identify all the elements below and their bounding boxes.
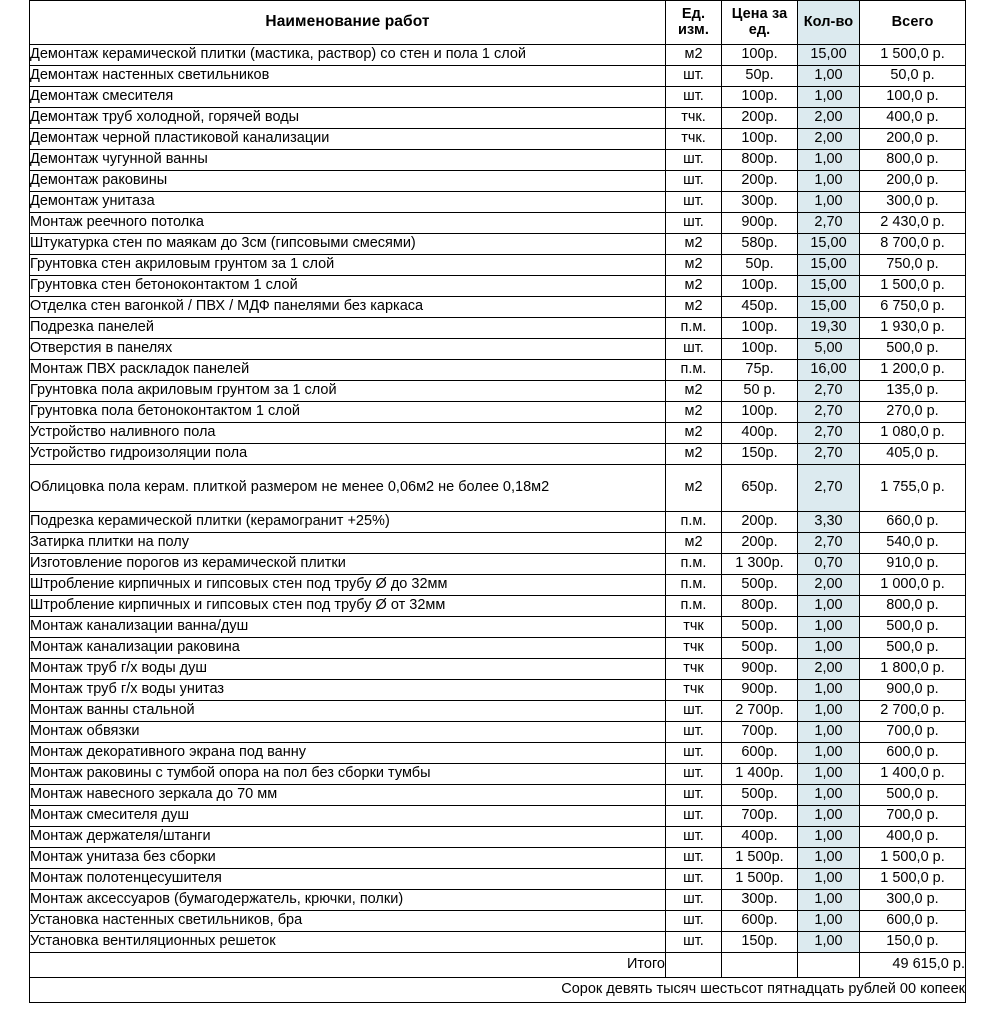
table-row bbox=[30, 680, 966, 701]
cell-unit: м2 bbox=[666, 276, 722, 297]
cell-work-name: Демонтаж труб холодной, горячей воды bbox=[30, 108, 666, 129]
cell-quantity: 15,00 bbox=[798, 234, 860, 255]
table-row bbox=[30, 932, 966, 953]
cell-unit: тчк bbox=[666, 617, 722, 638]
cell-total: 1 400,0 р. bbox=[860, 764, 966, 785]
cell-quantity: 1,00 bbox=[798, 806, 860, 827]
cell-total: 8 700,0 р. bbox=[860, 234, 966, 255]
column-header-price-line2: ед. bbox=[748, 21, 771, 38]
cell-unit: тчк. bbox=[666, 129, 722, 150]
cell-unit: м2 bbox=[666, 402, 722, 423]
column-header-unit-line2: изм. bbox=[678, 21, 709, 38]
total-label: Итого bbox=[30, 953, 666, 978]
column-header-quantity: Кол-во bbox=[798, 1, 860, 45]
cell-total: 300,0 р. bbox=[860, 890, 966, 911]
table-row bbox=[30, 192, 966, 213]
cell-unit: шт. bbox=[666, 150, 722, 171]
table-row bbox=[30, 911, 966, 932]
cell-unit-price: 800р. bbox=[722, 596, 798, 617]
amount-in-words: Сорок девять тысяч шестьсот пятнадцать рублей 00 копеек bbox=[30, 978, 966, 1003]
cell-quantity: 5,00 bbox=[798, 339, 860, 360]
cell-work-name: Монтаж канализации ванна/душ bbox=[30, 617, 666, 638]
cell-unit-price: 75р. bbox=[722, 360, 798, 381]
cell-quantity: 1,00 bbox=[798, 171, 860, 192]
table-row bbox=[30, 617, 966, 638]
cell-quantity: 1,00 bbox=[798, 785, 860, 806]
table-row bbox=[30, 150, 966, 171]
cell-quantity: 2,70 bbox=[798, 465, 860, 512]
estimate-sheet bbox=[29, 0, 965, 1003]
cell-quantity: 2,70 bbox=[798, 444, 860, 465]
cell-quantity: 1,00 bbox=[798, 150, 860, 171]
cell-quantity: 1,00 bbox=[798, 680, 860, 701]
cell-total: 1 800,0 р. bbox=[860, 659, 966, 680]
cell-work-name: Монтаж раковины с тумбой опора на пол без сборки тумбы bbox=[30, 764, 666, 785]
cell-work-name: Монтаж реечного потолка bbox=[30, 213, 666, 234]
cell-unit: п.м. bbox=[666, 360, 722, 381]
cell-total: 600,0 р. bbox=[860, 911, 966, 932]
cell-unit-price: 900р. bbox=[722, 213, 798, 234]
cell-work-name: Монтаж держателя/штанги bbox=[30, 827, 666, 848]
cell-unit: шт. bbox=[666, 911, 722, 932]
cell-unit: шт. bbox=[666, 869, 722, 890]
cell-unit-price: 900р. bbox=[722, 680, 798, 701]
table-footer bbox=[30, 953, 966, 1003]
cell-unit-price: 400р. bbox=[722, 827, 798, 848]
cell-total: 900,0 р. bbox=[860, 680, 966, 701]
cell-unit: тчк. bbox=[666, 108, 722, 129]
cell-quantity: 2,00 bbox=[798, 659, 860, 680]
cell-unit-price: 400р. bbox=[722, 423, 798, 444]
table-row bbox=[30, 743, 966, 764]
table-row bbox=[30, 554, 966, 575]
cell-unit-price: 50 р. bbox=[722, 381, 798, 402]
cell-quantity: 1,00 bbox=[798, 192, 860, 213]
cell-unit-price: 700р. bbox=[722, 806, 798, 827]
cell-unit-price: 1 400р. bbox=[722, 764, 798, 785]
cell-quantity: 2,70 bbox=[798, 533, 860, 554]
cell-quantity: 0,70 bbox=[798, 554, 860, 575]
cell-quantity: 1,00 bbox=[798, 87, 860, 108]
cell-work-name: Монтаж декоративного экрана под ванну bbox=[30, 743, 666, 764]
table-row bbox=[30, 444, 966, 465]
table-row bbox=[30, 360, 966, 381]
cell-unit: м2 bbox=[666, 423, 722, 444]
cell-total: 1 500,0 р. bbox=[860, 869, 966, 890]
cell-unit-price: 700р. bbox=[722, 722, 798, 743]
cell-unit-price: 500р. bbox=[722, 785, 798, 806]
cell-work-name: Затирка плитки на полу bbox=[30, 533, 666, 554]
column-header-unit bbox=[666, 1, 722, 45]
table-row bbox=[30, 423, 966, 444]
cell-total: 100,0 р. bbox=[860, 87, 966, 108]
cell-total: 910,0 р. bbox=[860, 554, 966, 575]
table-header bbox=[30, 1, 966, 45]
table-row bbox=[30, 764, 966, 785]
cell-unit-price: 580р. bbox=[722, 234, 798, 255]
cell-unit: м2 bbox=[666, 234, 722, 255]
cell-unit: м2 bbox=[666, 533, 722, 554]
cell-unit: шт. bbox=[666, 932, 722, 953]
table-row bbox=[30, 638, 966, 659]
cell-unit-price: 450р. bbox=[722, 297, 798, 318]
cell-unit: м2 bbox=[666, 45, 722, 66]
cell-quantity: 15,00 bbox=[798, 276, 860, 297]
cell-work-name: Устройство наливного пола bbox=[30, 423, 666, 444]
cell-work-name: Отверстия в панелях bbox=[30, 339, 666, 360]
cell-work-name: Монтаж аксессуаров (бумагодержатель, крючки, полки) bbox=[30, 890, 666, 911]
cell-total: 300,0 р. bbox=[860, 192, 966, 213]
table-row bbox=[30, 276, 966, 297]
table-row bbox=[30, 827, 966, 848]
cell-work-name: Установка вентиляционных решеток bbox=[30, 932, 666, 953]
table-row bbox=[30, 318, 966, 339]
cell-work-name: Монтаж ванны стальной bbox=[30, 701, 666, 722]
cell-unit-price: 1 500р. bbox=[722, 848, 798, 869]
cell-quantity: 2,00 bbox=[798, 575, 860, 596]
cell-unit: шт. bbox=[666, 339, 722, 360]
cell-unit-price: 900р. bbox=[722, 659, 798, 680]
cell-quantity: 15,00 bbox=[798, 45, 860, 66]
table-row bbox=[30, 87, 966, 108]
column-header-price bbox=[722, 1, 798, 45]
cell-quantity: 15,00 bbox=[798, 255, 860, 276]
table-row bbox=[30, 129, 966, 150]
cell-unit: шт. bbox=[666, 785, 722, 806]
table-row bbox=[30, 339, 966, 360]
cell-work-name: Монтаж полотенцесушителя bbox=[30, 869, 666, 890]
cell-quantity: 19,30 bbox=[798, 318, 860, 339]
cell-quantity: 15,00 bbox=[798, 297, 860, 318]
cell-total: 50,0 р. bbox=[860, 66, 966, 87]
cell-quantity: 1,00 bbox=[798, 617, 860, 638]
table-row bbox=[30, 213, 966, 234]
cell-unit: п.м. bbox=[666, 596, 722, 617]
cell-total: 800,0 р. bbox=[860, 596, 966, 617]
estimate-table bbox=[29, 0, 966, 1003]
cell-unit: м2 bbox=[666, 381, 722, 402]
cell-total: 700,0 р. bbox=[860, 806, 966, 827]
cell-unit-price: 800р. bbox=[722, 150, 798, 171]
table-row bbox=[30, 848, 966, 869]
cell-total: 150,0 р. bbox=[860, 932, 966, 953]
table-row bbox=[30, 890, 966, 911]
cell-unit-price: 100р. bbox=[722, 276, 798, 297]
cell-quantity: 1,00 bbox=[798, 596, 860, 617]
table-row bbox=[30, 722, 966, 743]
cell-unit: п.м. bbox=[666, 318, 722, 339]
cell-work-name: Устройство гидроизоляции пола bbox=[30, 444, 666, 465]
table-row bbox=[30, 785, 966, 806]
table-row bbox=[30, 234, 966, 255]
cell-quantity: 1,00 bbox=[798, 890, 860, 911]
cell-work-name: Монтаж канализации раковина bbox=[30, 638, 666, 659]
table-row bbox=[30, 171, 966, 192]
cell-unit: м2 bbox=[666, 444, 722, 465]
cell-unit: шт. bbox=[666, 827, 722, 848]
cell-unit-price: 600р. bbox=[722, 911, 798, 932]
cell-unit: шт. bbox=[666, 743, 722, 764]
cell-total: 405,0 р. bbox=[860, 444, 966, 465]
cell-quantity: 1,00 bbox=[798, 66, 860, 87]
cell-unit: м2 bbox=[666, 255, 722, 276]
cell-unit: шт. bbox=[666, 806, 722, 827]
cell-work-name: Изготовление порогов из керамической плитки bbox=[30, 554, 666, 575]
cell-work-name: Демонтаж смесителя bbox=[30, 87, 666, 108]
cell-total: 1 080,0 р. bbox=[860, 423, 966, 444]
cell-total: 500,0 р. bbox=[860, 638, 966, 659]
cell-total: 1 500,0 р. bbox=[860, 848, 966, 869]
cell-unit-price: 1 500р. bbox=[722, 869, 798, 890]
cell-quantity: 2,70 bbox=[798, 381, 860, 402]
cell-work-name: Подрезка панелей bbox=[30, 318, 666, 339]
cell-unit: шт. bbox=[666, 192, 722, 213]
cell-unit-price: 100р. bbox=[722, 45, 798, 66]
cell-unit: шт. bbox=[666, 701, 722, 722]
cell-total: 600,0 р. bbox=[860, 743, 966, 764]
table-row bbox=[30, 45, 966, 66]
cell-work-name: Грунтовка пола акриловым грунтом за 1 слой bbox=[30, 381, 666, 402]
cell-quantity: 1,00 bbox=[798, 932, 860, 953]
cell-unit: шт. bbox=[666, 213, 722, 234]
cell-unit-price: 150р. bbox=[722, 444, 798, 465]
cell-quantity: 2,00 bbox=[798, 108, 860, 129]
cell-total: 700,0 р. bbox=[860, 722, 966, 743]
table-row bbox=[30, 659, 966, 680]
cell-unit-price: 200р. bbox=[722, 108, 798, 129]
cell-total: 750,0 р. bbox=[860, 255, 966, 276]
cell-unit-price: 1 300р. bbox=[722, 554, 798, 575]
cell-unit-price: 300р. bbox=[722, 192, 798, 213]
cell-unit-price: 100р. bbox=[722, 339, 798, 360]
cell-work-name: Штукатурка стен по маякам до 3см (гипсовыми смесями) bbox=[30, 234, 666, 255]
table-row bbox=[30, 596, 966, 617]
cell-quantity: 2,70 bbox=[798, 402, 860, 423]
cell-total: 6 750,0 р. bbox=[860, 297, 966, 318]
cell-work-name: Монтаж унитаза без сборки bbox=[30, 848, 666, 869]
cell-unit: тчк bbox=[666, 638, 722, 659]
cell-quantity: 1,00 bbox=[798, 722, 860, 743]
header-row bbox=[30, 1, 966, 45]
cell-work-name: Облицовка пола керам. плиткой размером не менее 0,06м2 не более 0,18м2 bbox=[30, 465, 666, 512]
cell-total: 500,0 р. bbox=[860, 617, 966, 638]
cell-unit-price: 200р. bbox=[722, 533, 798, 554]
cell-quantity: 1,00 bbox=[798, 911, 860, 932]
cell-work-name: Штробление кирпичных и гипсовых стен под трубу Ø до 32мм bbox=[30, 575, 666, 596]
total-spacer-qty bbox=[798, 953, 860, 978]
cell-work-name: Грунтовка стен бетоноконтактом 1 слой bbox=[30, 276, 666, 297]
cell-unit: шт. bbox=[666, 848, 722, 869]
cell-unit-price: 100р. bbox=[722, 87, 798, 108]
cell-unit: шт. bbox=[666, 87, 722, 108]
cell-total: 1 930,0 р. bbox=[860, 318, 966, 339]
cell-unit: тчк bbox=[666, 680, 722, 701]
table-row bbox=[30, 297, 966, 318]
cell-quantity: 1,00 bbox=[798, 701, 860, 722]
cell-quantity: 2,70 bbox=[798, 423, 860, 444]
cell-quantity: 2,00 bbox=[798, 129, 860, 150]
cell-quantity: 1,00 bbox=[798, 743, 860, 764]
cell-unit: шт. bbox=[666, 764, 722, 785]
cell-unit-price: 300р. bbox=[722, 890, 798, 911]
table-row bbox=[30, 402, 966, 423]
cell-quantity: 1,00 bbox=[798, 764, 860, 785]
cell-total: 2 700,0 р. bbox=[860, 701, 966, 722]
cell-work-name: Демонтаж раковины bbox=[30, 171, 666, 192]
table-row bbox=[30, 108, 966, 129]
cell-unit-price: 50р. bbox=[722, 255, 798, 276]
column-header-unit-line1: Ед. bbox=[681, 6, 706, 23]
total-spacer-price bbox=[722, 953, 798, 978]
cell-total: 400,0 р. bbox=[860, 108, 966, 129]
cell-quantity: 3,30 bbox=[798, 512, 860, 533]
cell-unit-price: 600р. bbox=[722, 743, 798, 764]
cell-work-name: Монтаж труб г/х воды душ bbox=[30, 659, 666, 680]
cell-work-name: Демонтаж настенных светильников bbox=[30, 66, 666, 87]
column-header-price-line1: Цена за bbox=[731, 6, 788, 23]
cell-unit-price: 500р. bbox=[722, 638, 798, 659]
cell-unit: шт. bbox=[666, 890, 722, 911]
table-row bbox=[30, 701, 966, 722]
cell-unit-price: 100р. bbox=[722, 318, 798, 339]
cell-quantity: 1,00 bbox=[798, 638, 860, 659]
cell-unit: шт. bbox=[666, 722, 722, 743]
cell-unit-price: 500р. bbox=[722, 617, 798, 638]
cell-unit: п.м. bbox=[666, 554, 722, 575]
cell-work-name: Установка настенных светильников, бра bbox=[30, 911, 666, 932]
column-header-name: Наименование работ bbox=[30, 1, 666, 45]
table-row bbox=[30, 255, 966, 276]
table-row bbox=[30, 575, 966, 596]
cell-work-name: Грунтовка пола бетоноконтактом 1 слой bbox=[30, 402, 666, 423]
cell-unit-price: 650р. bbox=[722, 465, 798, 512]
cell-quantity: 1,00 bbox=[798, 869, 860, 890]
cell-total: 135,0 р. bbox=[860, 381, 966, 402]
cell-total: 200,0 р. bbox=[860, 171, 966, 192]
cell-total: 660,0 р. bbox=[860, 512, 966, 533]
cell-work-name: Грунтовка стен акриловым грунтом за 1 слой bbox=[30, 255, 666, 276]
table-row bbox=[30, 512, 966, 533]
cell-unit: п.м. bbox=[666, 575, 722, 596]
cell-quantity: 2,70 bbox=[798, 213, 860, 234]
cell-quantity: 1,00 bbox=[798, 827, 860, 848]
cell-work-name: Монтаж обвязки bbox=[30, 722, 666, 743]
column-header-total: Всего bbox=[860, 1, 966, 45]
table-row bbox=[30, 381, 966, 402]
cell-unit-price: 100р. bbox=[722, 129, 798, 150]
cell-total: 1 755,0 р. bbox=[860, 465, 966, 512]
cell-work-name: Монтаж смесителя душ bbox=[30, 806, 666, 827]
cell-total: 1 200,0 р. bbox=[860, 360, 966, 381]
cell-unit: п.м. bbox=[666, 512, 722, 533]
cell-total: 540,0 р. bbox=[860, 533, 966, 554]
cell-unit-price: 200р. bbox=[722, 512, 798, 533]
table-row bbox=[30, 66, 966, 87]
cell-unit: шт. bbox=[666, 171, 722, 192]
cell-work-name: Штробление кирпичных и гипсовых стен под трубу Ø от 32мм bbox=[30, 596, 666, 617]
cell-unit-price: 100р. bbox=[722, 402, 798, 423]
table-row bbox=[30, 465, 966, 512]
cell-total: 2 430,0 р. bbox=[860, 213, 966, 234]
cell-total: 1 500,0 р. bbox=[860, 45, 966, 66]
cell-unit-price: 200р. bbox=[722, 171, 798, 192]
cell-work-name: Подрезка керамической плитки (керамогранит +25%) bbox=[30, 512, 666, 533]
cell-work-name: Отделка стен вагонкой / ПВХ / МДФ панелями без каркаса bbox=[30, 297, 666, 318]
table-row bbox=[30, 806, 966, 827]
cell-work-name: Монтаж ПВХ раскладок панелей bbox=[30, 360, 666, 381]
cell-work-name: Демонтаж унитаза bbox=[30, 192, 666, 213]
table-row bbox=[30, 869, 966, 890]
cell-total: 500,0 р. bbox=[860, 785, 966, 806]
cell-total: 200,0 р. bbox=[860, 129, 966, 150]
table-body bbox=[30, 45, 966, 953]
cell-unit: м2 bbox=[666, 297, 722, 318]
total-value: 49 615,0 р. bbox=[860, 953, 966, 978]
cell-work-name: Монтаж навесного зеркала до 70 мм bbox=[30, 785, 666, 806]
cell-unit-price: 150р. bbox=[722, 932, 798, 953]
cell-total: 1 000,0 р. bbox=[860, 575, 966, 596]
footer-words-row bbox=[30, 978, 966, 1003]
cell-total: 800,0 р. bbox=[860, 150, 966, 171]
cell-total: 500,0 р. bbox=[860, 339, 966, 360]
cell-unit-price: 2 700р. bbox=[722, 701, 798, 722]
cell-unit: тчк bbox=[666, 659, 722, 680]
total-spacer-unit bbox=[666, 953, 722, 978]
cell-work-name: Демонтаж керамической плитки (мастика, раствор) со стен и пола 1 слой bbox=[30, 45, 666, 66]
cell-quantity: 1,00 bbox=[798, 848, 860, 869]
cell-total: 400,0 р. bbox=[860, 827, 966, 848]
footer-total-row bbox=[30, 953, 966, 978]
cell-unit-price: 500р. bbox=[722, 575, 798, 596]
cell-work-name: Демонтаж чугунной ванны bbox=[30, 150, 666, 171]
cell-work-name: Монтаж труб г/х воды унитаз bbox=[30, 680, 666, 701]
table-row bbox=[30, 533, 966, 554]
cell-unit: шт. bbox=[666, 66, 722, 87]
cell-work-name: Демонтаж черной пластиковой канализации bbox=[30, 129, 666, 150]
cell-quantity: 16,00 bbox=[798, 360, 860, 381]
cell-unit: м2 bbox=[666, 465, 722, 512]
cell-total: 1 500,0 р. bbox=[860, 276, 966, 297]
cell-total: 270,0 р. bbox=[860, 402, 966, 423]
cell-unit-price: 50р. bbox=[722, 66, 798, 87]
